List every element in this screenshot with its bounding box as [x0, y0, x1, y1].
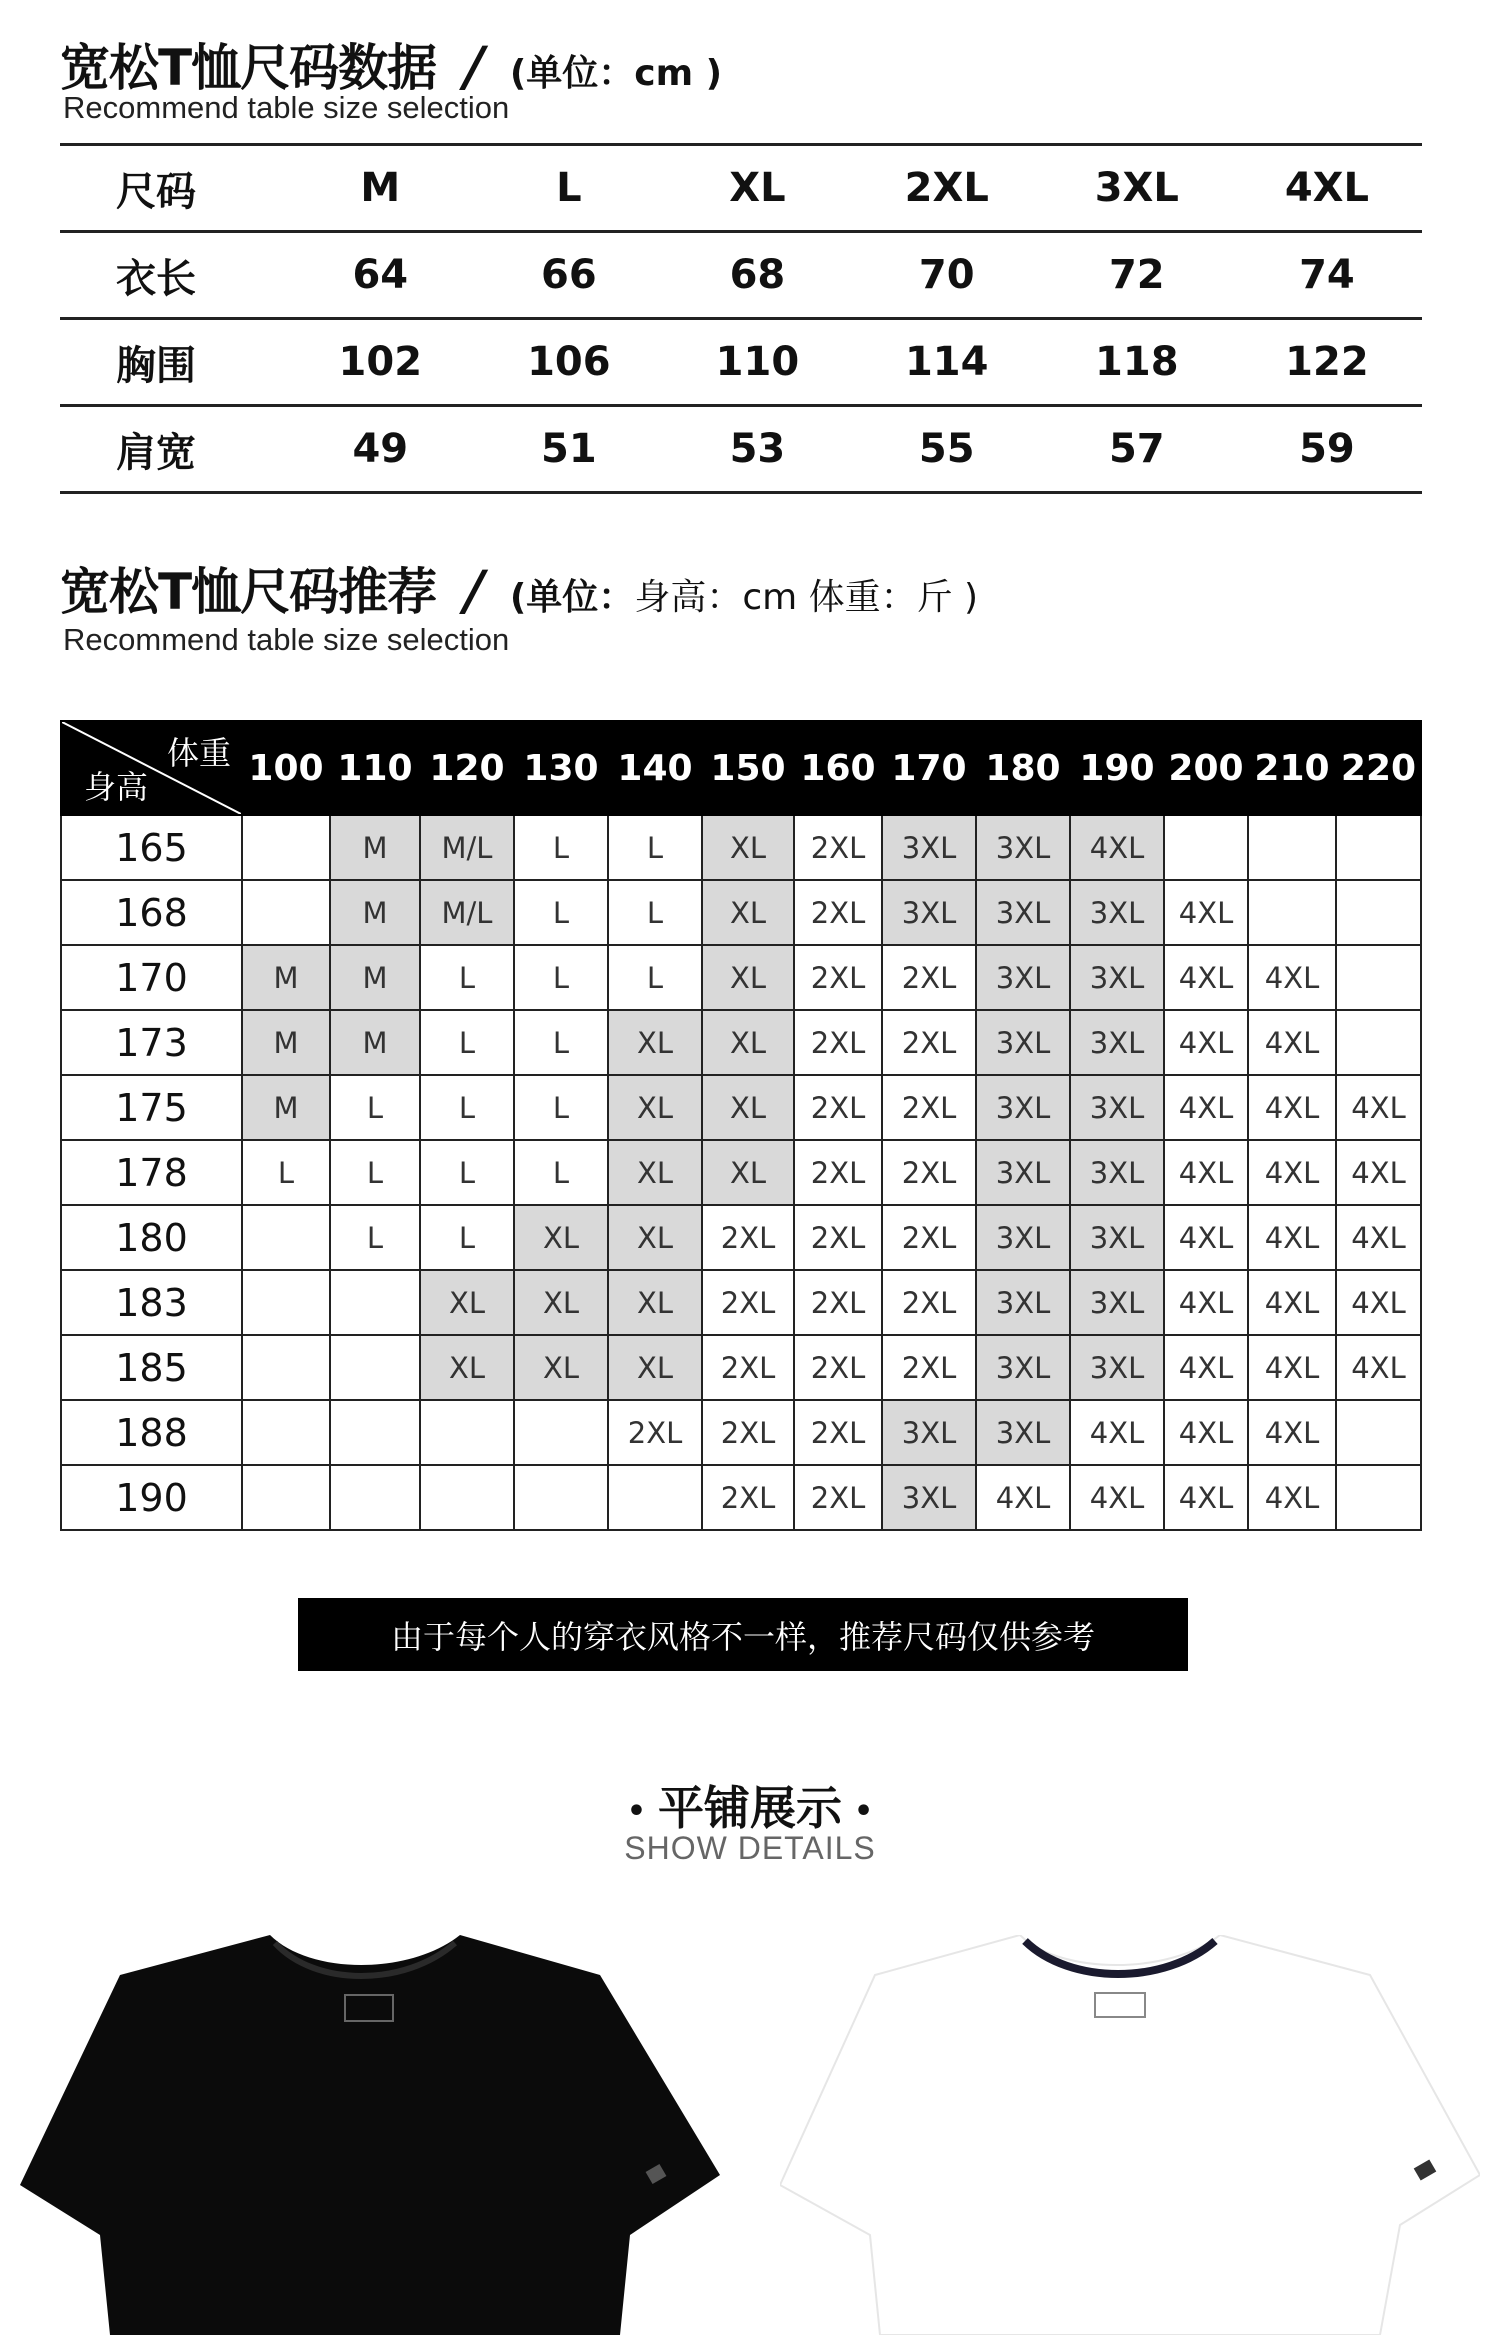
recommend-row	[61, 1140, 1421, 1205]
measurement-cell: 110	[663, 319, 852, 406]
size-cell: M	[330, 880, 420, 945]
size-cell: 4XL	[1164, 1075, 1248, 1140]
size-cell: 4XL	[1164, 1010, 1248, 1075]
size-cell: 2XL	[882, 1010, 976, 1075]
size-data-heading: 宽松T恤尺码数据	[60, 39, 437, 97]
measurement-cell: 72	[1042, 232, 1232, 319]
size-cell: L	[420, 945, 514, 1010]
size-cell: XL	[608, 1140, 702, 1205]
size-cell: 3XL	[1070, 1270, 1164, 1335]
size-cell: 4XL	[1336, 1335, 1421, 1400]
size-cell: M	[330, 1010, 420, 1075]
size-cell	[1164, 815, 1248, 880]
title-dot-left: •	[626, 1794, 646, 1829]
size-cell: 2XL	[882, 1075, 976, 1140]
size-cell: 2XL	[702, 1465, 794, 1530]
measurement-cell: 49	[286, 406, 475, 493]
measurement-cell: 102	[286, 319, 475, 406]
size-cell: 2XL	[794, 1335, 882, 1400]
row-label: 衣长	[60, 232, 286, 319]
measurement-cell: 53	[663, 406, 852, 493]
size-cell	[242, 1270, 330, 1335]
height-label: 180	[61, 1205, 242, 1270]
row-label: 肩宽	[60, 406, 286, 493]
size-cell: 2XL	[702, 1270, 794, 1335]
size-cell: L	[514, 815, 608, 880]
size-cell: 3XL	[882, 815, 976, 880]
size-cell: XL	[702, 1010, 794, 1075]
size-cell: 3XL	[976, 1140, 1070, 1205]
table-corner	[61, 721, 242, 815]
height-label: 168	[61, 880, 242, 945]
size-cell: 2XL	[794, 1270, 882, 1335]
height-label: 173	[61, 1010, 242, 1075]
weight-header: 180	[976, 721, 1070, 815]
size-cell: M	[330, 945, 420, 1010]
size-cell: L	[420, 1010, 514, 1075]
size-data-subtitle: Recommend table size selection	[63, 90, 510, 125]
size-cell: 4XL	[1248, 1465, 1336, 1530]
height-label: 175	[61, 1075, 242, 1140]
size-cell: M	[242, 1075, 330, 1140]
size-cell: M/L	[420, 815, 514, 880]
size-cell: XL	[420, 1335, 514, 1400]
size-data-unit: (单位：cm )	[509, 53, 723, 94]
size-cell	[330, 1270, 420, 1335]
weight-header: 130	[514, 721, 608, 815]
size-cell: 2XL	[794, 945, 882, 1010]
size-cell: XL	[608, 1270, 702, 1335]
size-cell: 2XL	[882, 945, 976, 1010]
size-cell: 2XL	[702, 1205, 794, 1270]
size-cell: L	[514, 1010, 608, 1075]
size-cell: 2XL	[882, 1140, 976, 1205]
measurement-cell: 55	[852, 406, 1042, 493]
size-cell: XL	[702, 815, 794, 880]
size-recommend-title	[60, 552, 978, 624]
row-label: 胸围	[60, 319, 286, 406]
weight-header: 210	[1248, 721, 1336, 815]
size-cell: L	[420, 1075, 514, 1140]
measurement-cell: 74	[1232, 232, 1422, 319]
weight-header: 200	[1164, 721, 1248, 815]
size-cell: 2XL	[882, 1270, 976, 1335]
size-cell: 4XL	[1164, 1205, 1248, 1270]
size-cell: 3XL	[1070, 1010, 1164, 1075]
size-cell	[330, 1335, 420, 1400]
size-cell	[242, 880, 330, 945]
size-cell	[514, 1400, 608, 1465]
title-dot-right: •	[854, 1794, 874, 1829]
size-row	[60, 319, 1422, 406]
height-label: 178	[61, 1140, 242, 1205]
size-cell: 3XL	[1070, 880, 1164, 945]
size-cell: 4XL	[1070, 1465, 1164, 1530]
size-cell: XL	[514, 1270, 608, 1335]
size-cell	[1248, 815, 1336, 880]
size-cell: XL	[608, 1075, 702, 1140]
recommend-row	[61, 1205, 1421, 1270]
weight-header: 190	[1070, 721, 1164, 815]
size-cell	[242, 1205, 330, 1270]
show-details-subtitle: SHOW DETAILS	[624, 1830, 876, 1866]
size-cell: XL	[702, 880, 794, 945]
size-cell: 2XL	[882, 1335, 976, 1400]
size-cell: 4XL	[1164, 945, 1248, 1010]
size-row	[60, 232, 1422, 319]
size-cell: 4XL	[1336, 1075, 1421, 1140]
size-cell	[1248, 880, 1336, 945]
size-cell: 2XL	[702, 1400, 794, 1465]
size-recommend-unit	[510, 569, 978, 620]
row-label: 尺码	[60, 145, 286, 232]
size-cell: 4XL	[1248, 1205, 1336, 1270]
height-label: 183	[61, 1270, 242, 1335]
recommend-row	[61, 1270, 1421, 1335]
size-cell: 4XL	[1248, 1335, 1336, 1400]
size-cell: 3XL	[1070, 1075, 1164, 1140]
recommend-row	[61, 1335, 1421, 1400]
title-slash: /	[457, 559, 491, 622]
size-cell: L	[514, 945, 608, 1010]
size-cell: 3XL	[882, 1465, 976, 1530]
size-cell: L	[420, 1140, 514, 1205]
size-cell: 4XL	[1164, 1270, 1248, 1335]
height-label: 185	[61, 1335, 242, 1400]
size-row	[60, 406, 1422, 493]
size-cell: L	[514, 880, 608, 945]
size-recommend-heading: 宽松T恤尺码推荐	[60, 563, 437, 621]
size-cell: 3XL	[1070, 1335, 1164, 1400]
size-header-row	[60, 145, 1422, 232]
size-cell	[330, 1465, 420, 1530]
size-cell	[242, 1465, 330, 1530]
size-label: M	[286, 145, 475, 232]
size-data-table	[60, 143, 1422, 494]
measurement-cell: 68	[663, 232, 852, 319]
size-cell: 4XL	[1164, 880, 1248, 945]
size-cell	[1336, 815, 1421, 880]
size-cell	[1336, 880, 1421, 945]
size-cell: 4XL	[1164, 1400, 1248, 1465]
size-cell: 4XL	[1070, 815, 1164, 880]
measurement-cell: 70	[852, 232, 1042, 319]
size-cell: M	[330, 815, 420, 880]
size-cell	[1336, 945, 1421, 1010]
size-cell: XL	[608, 1010, 702, 1075]
size-cell	[1336, 1465, 1421, 1530]
measurement-cell: 51	[475, 406, 664, 493]
size-cell: 3XL	[1070, 1205, 1164, 1270]
size-cell: 4XL	[1248, 1270, 1336, 1335]
unit-label: (单位：	[509, 577, 635, 618]
measurement-cell: 114	[852, 319, 1042, 406]
size-cell: XL	[702, 1140, 794, 1205]
recommend-row	[61, 880, 1421, 945]
size-cell: XL	[514, 1335, 608, 1400]
size-cell	[1336, 1010, 1421, 1075]
size-cell: 4XL	[1248, 1010, 1336, 1075]
size-cell: 2XL	[794, 1010, 882, 1075]
measurement-cell: 59	[1232, 406, 1422, 493]
size-cell: L	[420, 1205, 514, 1270]
size-cell: L	[514, 1140, 608, 1205]
size-cell: L	[330, 1075, 420, 1140]
measurement-cell: 66	[475, 232, 664, 319]
recommend-row	[61, 1465, 1421, 1530]
size-cell: L	[514, 1075, 608, 1140]
size-cell: XL	[608, 1205, 702, 1270]
size-cell: 3XL	[976, 880, 1070, 945]
size-cell	[242, 1400, 330, 1465]
size-cell: 3XL	[976, 1400, 1070, 1465]
size-cell: L	[242, 1140, 330, 1205]
size-cell: 3XL	[976, 1075, 1070, 1140]
size-cell: 2XL	[794, 1075, 882, 1140]
size-cell: L	[608, 880, 702, 945]
height-label: 170	[61, 945, 242, 1010]
size-cell	[420, 1465, 514, 1530]
size-disclaimer: 由于每个人的穿衣风格不一样，推荐尺码仅供参考	[298, 1598, 1188, 1671]
size-cell: 3XL	[1070, 945, 1164, 1010]
size-cell: XL	[702, 945, 794, 1010]
size-cell: 4XL	[1164, 1465, 1248, 1530]
size-cell	[242, 815, 330, 880]
weight-header: 170	[882, 721, 976, 815]
height-label: 188	[61, 1400, 242, 1465]
size-cell: 2XL	[794, 1205, 882, 1270]
size-recommend-subtitle: Recommend table size selection	[63, 622, 510, 657]
size-cell	[608, 1465, 702, 1530]
size-cell: 3XL	[976, 945, 1070, 1010]
size-cell	[420, 1400, 514, 1465]
size-cell: L	[608, 815, 702, 880]
size-cell: 2XL	[794, 1140, 882, 1205]
weight-header: 140	[608, 721, 702, 815]
size-label: L	[475, 145, 664, 232]
size-cell: 4XL	[1336, 1270, 1421, 1335]
size-cell: 4XL	[976, 1465, 1070, 1530]
height-label: 165	[61, 815, 242, 880]
size-cell: 4XL	[1248, 945, 1336, 1010]
size-cell	[330, 1400, 420, 1465]
size-cell: 2XL	[608, 1400, 702, 1465]
size-cell: XL	[702, 1075, 794, 1140]
size-recommend-table	[60, 720, 1422, 1531]
size-cell	[514, 1465, 608, 1530]
size-cell: 3XL	[976, 1270, 1070, 1335]
measurement-cell: 118	[1042, 319, 1232, 406]
measurement-cell: 57	[1042, 406, 1232, 493]
unit-detail: 身高：cm 体重：斤 )	[634, 577, 979, 618]
size-cell: M	[242, 945, 330, 1010]
height-label: 190	[61, 1465, 242, 1530]
size-cell: 4XL	[1070, 1400, 1164, 1465]
white-tshirt-image	[780, 1935, 1480, 2335]
size-cell: 3XL	[1070, 1140, 1164, 1205]
size-cell: 4XL	[1248, 1075, 1336, 1140]
size-cell: M/L	[420, 880, 514, 945]
size-cell: 4XL	[1336, 1140, 1421, 1205]
weight-header: 100	[242, 721, 330, 815]
show-details-title	[0, 1772, 1500, 1838]
measurement-cell: 122	[1232, 319, 1422, 406]
corner-height-label: 身高	[84, 768, 149, 806]
recommend-row	[61, 1075, 1421, 1140]
size-cell: XL	[514, 1205, 608, 1270]
size-cell: XL	[608, 1335, 702, 1400]
size-cell: 2XL	[882, 1205, 976, 1270]
size-cell: 3XL	[976, 1010, 1070, 1075]
size-cell	[242, 1335, 330, 1400]
recommend-row	[61, 1010, 1421, 1075]
size-cell: M	[242, 1010, 330, 1075]
size-cell: 2XL	[794, 1400, 882, 1465]
recommend-row	[61, 945, 1421, 1010]
size-cell: L	[330, 1205, 420, 1270]
weight-header: 150	[702, 721, 794, 815]
size-cell: 4XL	[1164, 1140, 1248, 1205]
size-cell: L	[330, 1140, 420, 1205]
weight-header: 160	[794, 721, 882, 815]
size-cell: 4XL	[1248, 1140, 1336, 1205]
size-cell	[1336, 1400, 1421, 1465]
measurement-cell: 106	[475, 319, 664, 406]
show-title-text: 平铺展示	[658, 1781, 842, 1835]
recommend-row	[61, 1400, 1421, 1465]
size-cell: 2XL	[702, 1335, 794, 1400]
size-cell: 3XL	[976, 1205, 1070, 1270]
size-cell: XL	[420, 1270, 514, 1335]
size-cell: 4XL	[1164, 1335, 1248, 1400]
size-label: XL	[663, 145, 852, 232]
size-cell: 4XL	[1336, 1205, 1421, 1270]
size-cell: 3XL	[976, 815, 1070, 880]
size-cell: 3XL	[976, 1335, 1070, 1400]
title-slash: /	[457, 35, 491, 98]
size-cell: 3XL	[882, 880, 976, 945]
measurement-cell: 64	[286, 232, 475, 319]
black-tshirt-image	[20, 1935, 720, 2335]
size-label: 2XL	[852, 145, 1042, 232]
recommend-row	[61, 815, 1421, 880]
size-cell: 2XL	[794, 815, 882, 880]
weight-header: 110	[330, 721, 420, 815]
size-cell: 2XL	[794, 1465, 882, 1530]
weight-header: 220	[1336, 721, 1421, 815]
size-label: 3XL	[1042, 145, 1232, 232]
corner-weight-label: 体重	[166, 734, 231, 772]
size-label: 4XL	[1232, 145, 1422, 232]
size-cell: L	[608, 945, 702, 1010]
weight-header: 120	[420, 721, 514, 815]
size-cell: 3XL	[882, 1400, 976, 1465]
size-cell: 4XL	[1248, 1400, 1336, 1465]
size-cell: 2XL	[794, 880, 882, 945]
